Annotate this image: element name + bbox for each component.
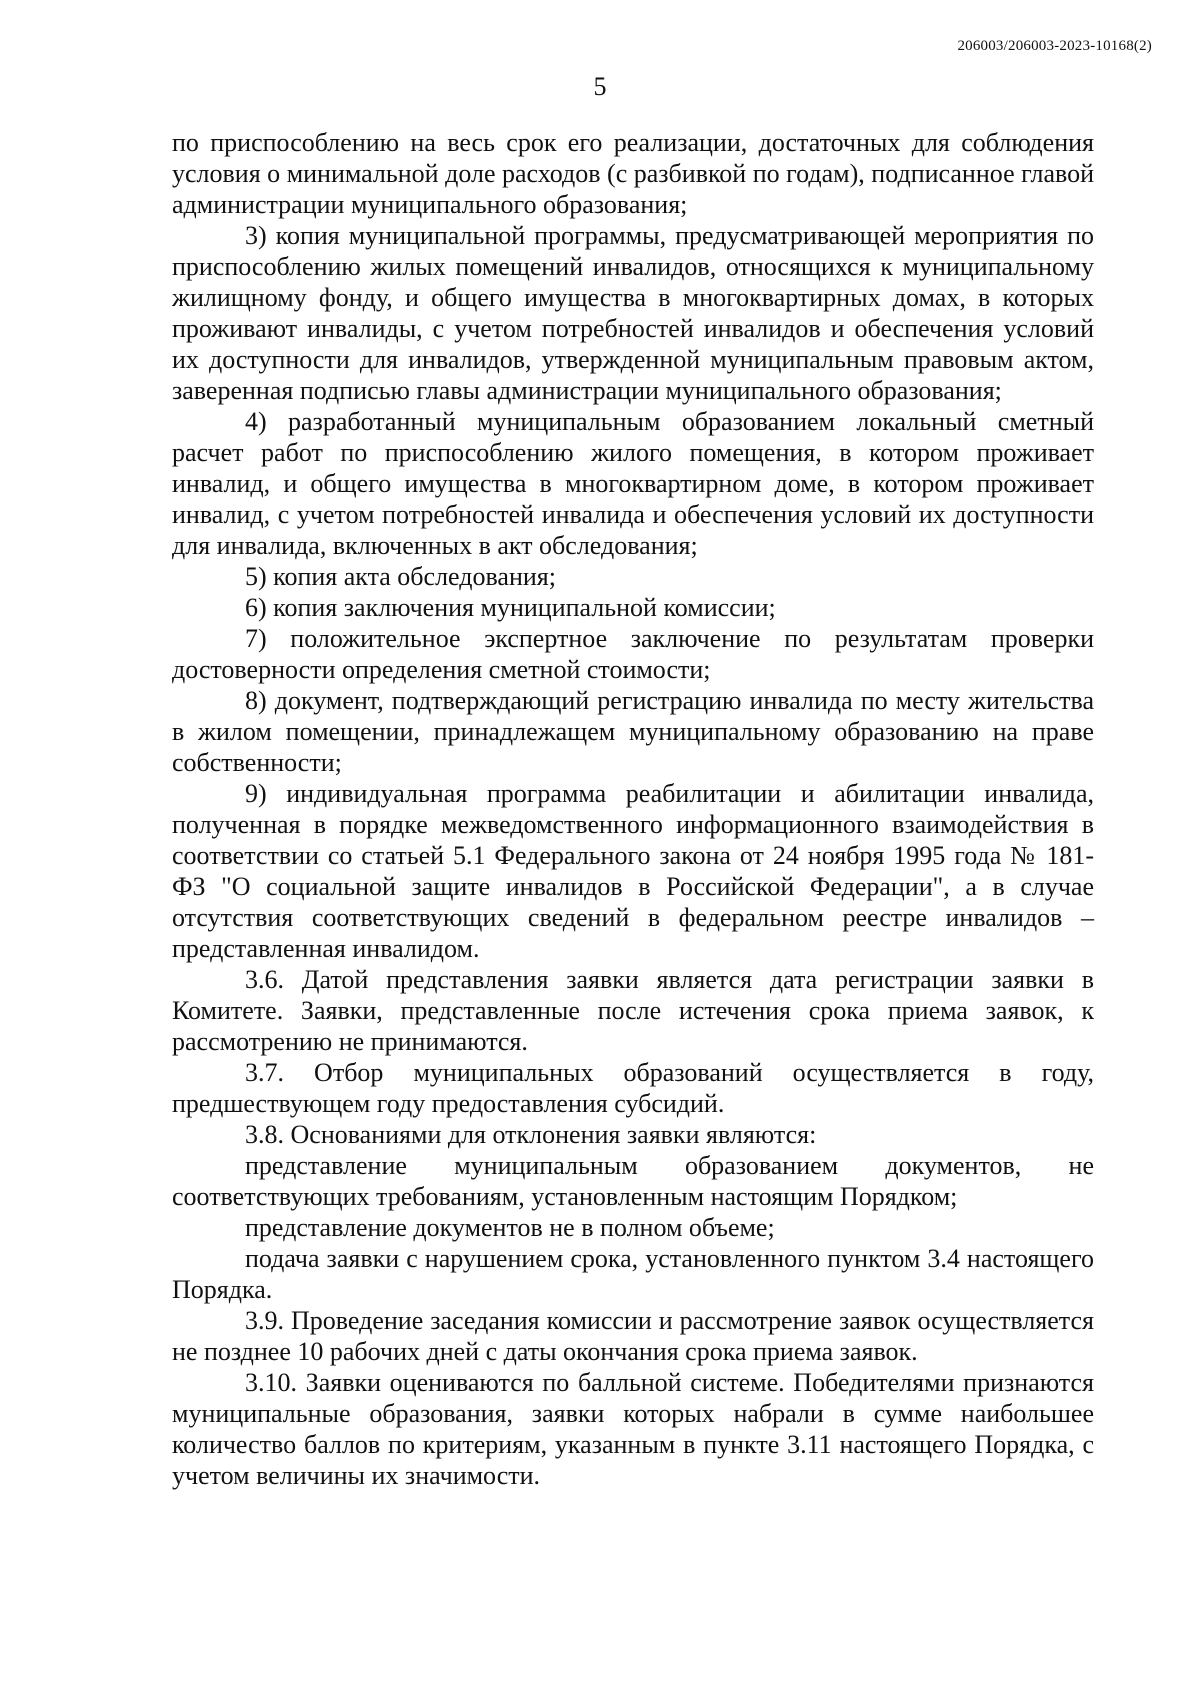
paragraph: 3) копия муниципальной программы, предусматривающей мероприятия по приспособлению жилых помещений инвалидов, относящихся к муниципальному жилищному фонду, и общего имущества в многоквартирных домах, в которых проживают инвалиды, с учетом потребностей инвалидов и обеспечения условий их доступности для инвалидов, утвержденной муниципальным правовым актом, заверенная подписью главы администрации муниципального образования; [172, 221, 1094, 405]
paragraph: 8) документ, подтверждающий регистрацию инвалида по месту жительства в жилом помещении, принадлежащем муниципальному образованию на праве собственности; [172, 686, 1094, 777]
paragraph: представление документов не в полном объеме; [245, 1213, 775, 1242]
document-id: 206003/206003-2023-10168(2) [957, 38, 1152, 54]
paragraph: 4) разработанный муниципальным образованием локальный сметный расчет работ по приспособлению жилого помещения, в котором проживает инвалид, и общего имущества в многоквартирном доме, в котором проживает инвалид, с учетом потребностей инвалида и обеспечения условий их доступности для инвалида, включенных в акт обследования; [172, 407, 1094, 560]
paragraph: 7) положительное экспертное заключение по результатам проверки достоверности определения сметной стоимости; [172, 624, 1094, 684]
paragraph: по приспособлению на весь срок его реализации, достаточных для соблюдения условия о минимальной доле расходов (с разбивкой по годам), подписанное главой администрации муниципального образования; [172, 128, 1094, 219]
paragraph: 3.6. Датой представления заявки является дата регистрации заявки в Комитете. Заявки, представленные после истечения срока приема заявок, к рассмотрению не принимаются. [172, 965, 1094, 1056]
paragraph: 3.10. Заявки оцениваются по балльной системе. Победителями признаются муниципальные образования, заявки которых набрали в сумме наибольшее количество баллов по критериям, указанным в пункте 3.11 настоящего Порядка, с учетом величины их значимости. [172, 1368, 1094, 1490]
paragraph: представление муниципальным образованием документов, не соответствующих требованиям, установленным настоящим Порядком; [172, 1151, 1094, 1211]
page-number: 5 [593, 72, 607, 101]
paragraph: 3.7. Отбор муниципальных образований осуществляется в году, предшествующем году предоставления субсидий. [172, 1058, 1094, 1118]
document-body [172, 127, 1094, 1491]
paragraph: 6) копия заключения муниципальной комиссии; [245, 593, 776, 622]
paragraph: 3.8. Основаниями для отклонения заявки являются: [245, 1120, 817, 1149]
paragraph: 9) индивидуальная программа реабилитации и абилитации инвалида, полученная в порядке межведомственного информационного взаимодействия в соответствии со статьей 5.1 Федерального закона от 24 ноября 1995 года № 181-ФЗ "О социальной защите инвалидов в Российской Федерации", а в случае отсутствия соответствующих сведений в федеральном реестре инвалидов – представленная инвалидом. [172, 779, 1094, 963]
paragraph: 5) копия акта обследования; [245, 562, 556, 591]
paragraph: 3.9. Проведение заседания комиссии и рассмотрение заявок осуществляется не позднее 10 рабочих дней с даты окончания срока приема заявок. [172, 1306, 1094, 1366]
paragraph: подача заявки с нарушением срока, установленного пунктом 3.4 настоящего Порядка. [172, 1244, 1094, 1304]
